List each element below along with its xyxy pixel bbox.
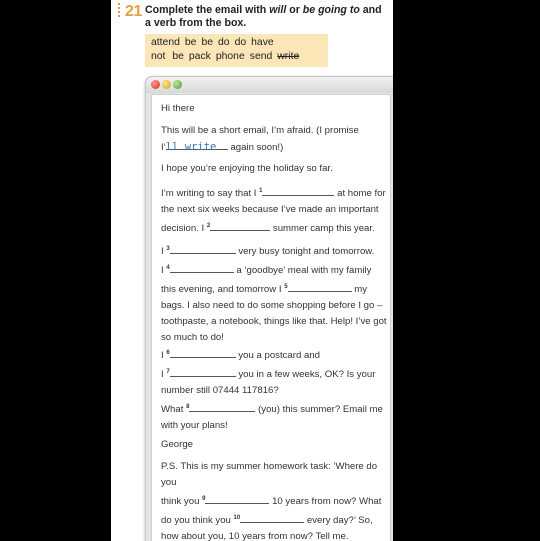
email-paragraph [161,123,389,156]
email-text: I [161,369,164,380]
email-paragraph [161,345,389,399]
email-body [151,94,391,541]
email-text: my [354,284,368,295]
word-item: pack [188,51,211,62]
exercise-instruction [145,4,390,30]
email-text: at home for [337,188,386,199]
instruction-keyword-will: will [269,4,287,16]
email-line: with your plans! [161,420,228,431]
answer-blank-4[interactable] [170,262,234,273]
answer-blank-8[interactable] [189,401,255,412]
word-box-row [151,37,279,48]
email-text: What [161,404,184,415]
email-text: (you) this summer? Email me [258,404,383,415]
email-text: I’ [161,142,166,153]
gap-number: 2 [206,223,211,229]
email-paragraph [161,183,389,237]
answer-blank-3[interactable] [170,243,236,254]
email-paragraph [161,399,389,434]
answer-blank-10[interactable] [240,512,304,523]
word-item: not be [151,51,184,62]
answer-blank-1[interactable] [262,185,334,196]
gap-number: 4 [166,265,170,271]
email-line: toothpaste, a notebook, things like that. Help! I’ve got [161,316,387,327]
email-line: the next six weeks because I’ve made an important [161,204,379,215]
window-titlebar [146,77,393,93]
gap-number: 6 [166,350,170,356]
email-text: I [161,350,164,361]
gap-number: 1 [259,188,263,194]
email-text: very busy tonight and tomorrow. [238,246,375,257]
word-box [145,34,328,67]
email-text: a ‘goodbye’ meal with my family [236,265,372,276]
email-text: every day?’ So, [306,515,373,526]
instruction-keyword-going-to: be going to [302,4,360,16]
answer-blank-5[interactable] [288,281,352,292]
email-text: I’m writing to say that I [161,188,257,199]
grip-icon [118,3,123,17]
gap-number: 9 [202,496,206,502]
email-line: how about you, 10 years from now? Tell me. [161,531,349,541]
word-item: do [234,37,247,48]
word-item: be [184,37,197,48]
gap-number: 7 [166,369,170,375]
email-window [145,76,393,541]
email-signoff: George [161,439,193,450]
gap-number: 10 [233,515,241,521]
email-paragraph [161,241,389,346]
exercise-number-text: 21 [125,3,142,20]
word-item: have [251,37,274,48]
exercise-number [118,3,142,21]
word-item: attend [151,37,180,48]
close-icon[interactable] [151,80,160,89]
gap-number: 3 [166,246,170,252]
email-line: bags. I also need to do some shopping before I go – [161,300,383,311]
email-text: you a postcard and [238,350,320,361]
word-item: do [218,37,230,48]
email-text: I [161,265,164,276]
email-text: do you think you [161,515,231,526]
example-answer: ll write [166,139,228,150]
email-line: This will be a short email, I’m afraid. (I promise [161,125,359,136]
email-text: decision. I [161,223,205,234]
answer-blank-2[interactable] [210,220,270,231]
answer-blank-7[interactable] [170,366,236,377]
email-text: again soon!) [230,142,284,153]
workbook-page [111,0,393,541]
email-text: I [161,246,164,257]
gap-number: 5 [284,284,288,290]
email-text: 10 years from now? What [272,496,382,507]
gap-number: 8 [186,404,190,410]
email-greeting: Hi there [161,103,195,114]
answer-blank-9[interactable] [205,493,269,504]
instruction-text: or [286,4,303,16]
word-box-row [151,51,304,62]
email-text: summer camp this year. [272,223,375,234]
word-item-used: write [277,51,300,62]
word-item: send [249,51,273,62]
answer-blank-6[interactable] [170,347,236,358]
email-line: so much to do! [161,332,224,343]
email-line: P.S. This is my summer homework task: ‘Where do you [161,461,378,488]
instruction-text: Complete the email with [145,4,270,16]
zoom-icon[interactable] [173,80,182,89]
minimize-icon[interactable] [162,80,171,89]
email-text: think you [161,496,200,507]
email-paragraph [161,459,389,541]
email-text: you in a few weeks, OK? Is your [238,369,376,380]
email-line: number still 07444 117816? [161,385,279,396]
word-item: be [201,37,214,48]
email-paragraph: I hope you’re enjoying the holiday so far. [161,163,333,174]
email-text: this evening, and tomorrow I [161,284,282,295]
word-item: phone [215,51,245,62]
instruction-text: and a verb from the box. [145,4,382,29]
